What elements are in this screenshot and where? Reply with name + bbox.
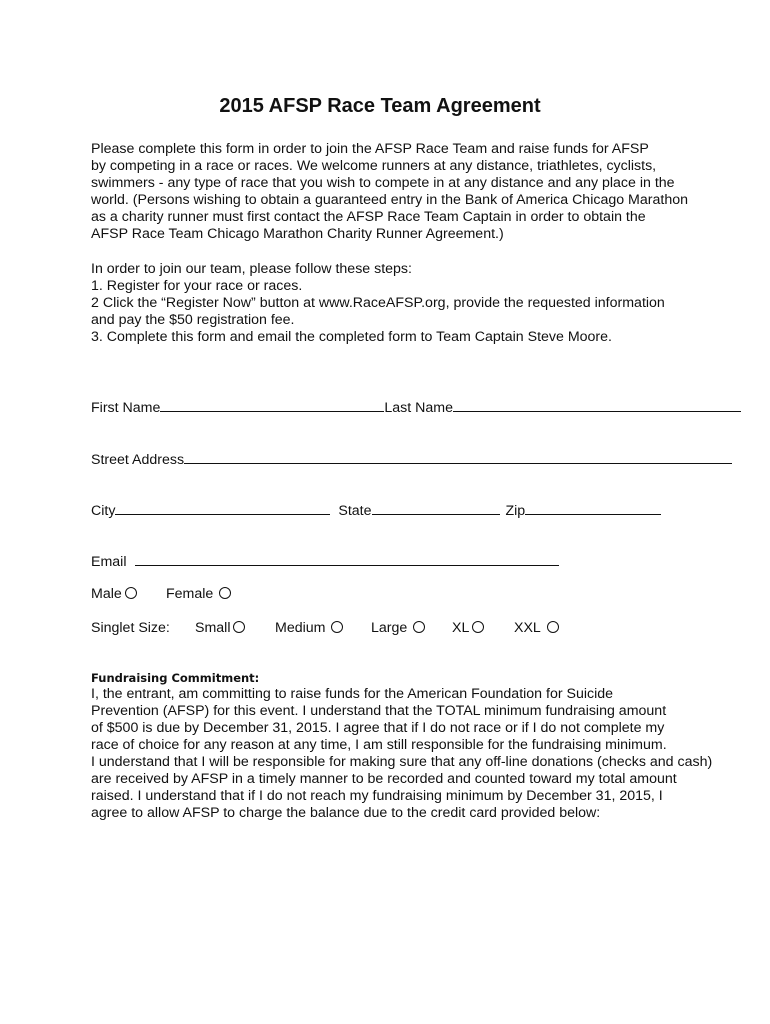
fundraising-line: I understand that I will be responsible for making sure that any off-line donations (checks and cash) (91, 754, 713, 770)
medium-radio[interactable] (331, 621, 343, 633)
fundraising-line: agree to allow AFSP to charge the balance due to the credit card provided below: (91, 805, 601, 821)
fundraising-paragraph (91, 686, 751, 822)
fundraising-heading: Fundraising Commitment: (91, 671, 260, 685)
xl-option[interactable] (452, 620, 484, 637)
fundraising-line: raised. I understand that if I do not reach my fundraising minimum by December 31, 2015, I (91, 788, 663, 804)
xl-radio[interactable] (472, 621, 484, 633)
xl-label: XL (452, 620, 470, 636)
email-row (91, 551, 559, 571)
email-field[interactable] (135, 551, 559, 566)
male-label: Male (91, 586, 122, 602)
first-name-field[interactable] (160, 397, 384, 412)
intro-line: swimmers - any type of race that you wish to compete in at any distance and any place in the (91, 175, 675, 191)
small-option[interactable] (195, 620, 245, 637)
intro-line: as a charity runner must first contact the AFSP Race Team Captain in order to obtain the (91, 209, 646, 225)
state-label: State (338, 503, 372, 519)
small-label: Small (195, 620, 231, 636)
female-radio[interactable] (219, 587, 231, 599)
city-field[interactable] (115, 500, 330, 515)
steps-line: 3. Complete this form and email the completed form to Team Captain Steve Moore. (91, 329, 612, 345)
city-label: City (91, 503, 116, 519)
city-state-zip-row (91, 500, 661, 520)
last-name-label: Last Name (384, 400, 453, 416)
zip-label: Zip (505, 503, 526, 519)
first-name-label: First Name (91, 400, 161, 416)
large-radio[interactable] (413, 621, 425, 633)
intro-line: Please complete this form in order to join the AFSP Race Team and raise funds for AFSP (91, 141, 649, 157)
large-option[interactable] (371, 620, 425, 637)
female-option[interactable] (166, 586, 231, 603)
zip-field[interactable] (525, 500, 661, 515)
xxl-label: XXL (514, 620, 541, 636)
name-row (91, 397, 741, 417)
fundraising-line: are received by AFSP in a timely manner to be recorded and counted toward my total amount (91, 771, 677, 787)
steps-line: 1. Register for your race or races. (91, 278, 303, 294)
email-label: Email (91, 554, 127, 570)
fundraising-line: of $500 is due by December 31, 2015. I agree that if I do not race or if I do not complete my (91, 720, 665, 736)
intro-paragraph (91, 141, 751, 243)
steps-line: and pay the $50 registration fee. (91, 312, 295, 328)
fundraising-line: race of choice for any reason at any time, I am still responsible for the fundraising minimum. (91, 737, 667, 753)
state-field[interactable] (372, 500, 500, 515)
xxl-option[interactable] (514, 620, 559, 637)
page-title: 2015 AFSP Race Team Agreement (219, 95, 541, 117)
male-radio[interactable] (125, 587, 137, 599)
medium-label: Medium (275, 620, 326, 636)
intro-line: world. (Persons wishing to obtain a guaranteed entry in the Bank of America Chicago Marathon (91, 192, 688, 208)
fundraising-line: I, the entrant, am committing to raise funds for the American Foundation for Suicide (91, 686, 614, 702)
intro-line: by competing in a race or races. We welcome runners at any distance, triathletes, cyclists, (91, 158, 657, 174)
street-address-label: Street Address (91, 452, 185, 468)
fundraising-line: Prevention (AFSP) for this event. I understand that the TOTAL minimum fundraising amount (91, 703, 667, 719)
address-row (91, 449, 732, 469)
steps-line: In order to join our team, please follow these steps: (91, 261, 412, 277)
medium-option[interactable] (275, 620, 343, 637)
steps-paragraph (91, 261, 751, 346)
singlet-size-label: Singlet Size: (91, 620, 170, 636)
small-radio[interactable] (233, 621, 245, 633)
male-option[interactable] (91, 586, 137, 603)
steps-line: 2 Click the “Register Now” button at www.RaceAFSP.org, provide the requested information (91, 295, 665, 311)
street-address-field[interactable] (184, 449, 732, 464)
intro-line: AFSP Race Team Chicago Marathon Charity Runner Agreement.) (91, 226, 504, 242)
last-name-field[interactable] (453, 397, 741, 412)
large-label: Large (371, 620, 408, 636)
xxl-radio[interactable] (547, 621, 559, 633)
female-label: Female (166, 586, 214, 602)
